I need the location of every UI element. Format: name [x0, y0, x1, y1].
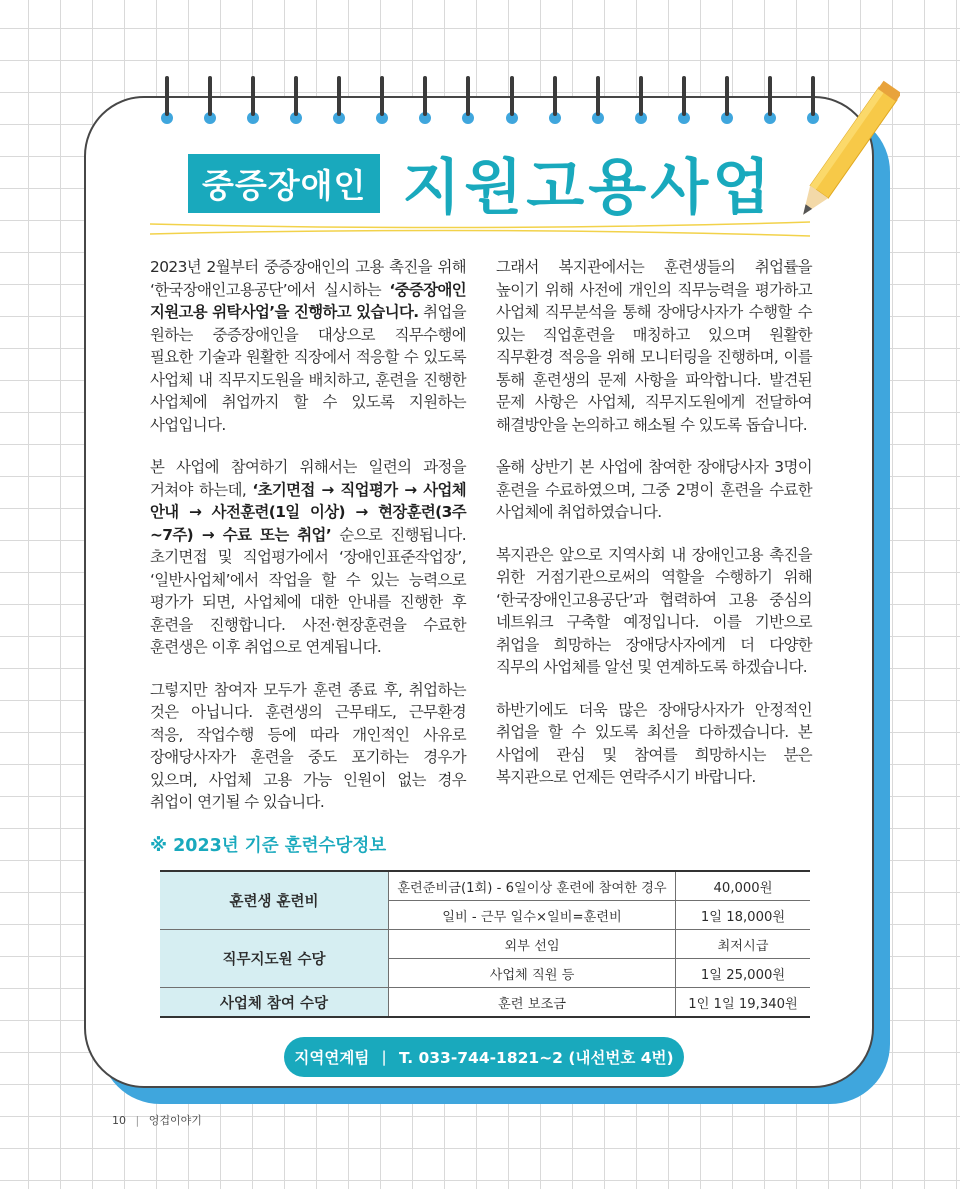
- table-cell: 1인 1일 19,340원: [676, 988, 811, 1018]
- footer-divider: |: [135, 1114, 140, 1127]
- allowance-table: [160, 870, 810, 1018]
- table-row: [160, 930, 810, 959]
- paragraph: 올해 상반기 본 사업에 참여한 장애당사자 3명이 훈련을 수료하였으며, 그중 2명이 훈련을 수료한 사업체에 취업하였습니다.: [496, 458, 812, 521]
- paragraph: [150, 256, 466, 436]
- contact-divider: |: [381, 1048, 387, 1066]
- right-column: [496, 256, 812, 809]
- text: 순으로 진행됩니다. 초기면접 및 직업평가에서 ‘장애인표준작업장’, ‘일반사업체’에서 작업을 할 수 있는 능력으로 평가가 되면, 사업체에 대한 안내를 진행한 후 훈련을 진행합니다. 사전·현장훈련을 수료한 훈련생은 이후 취업으로 연계됩니다.: [150, 525, 466, 656]
- table-cell: 일비 - 근무 일수×일비=훈련비: [389, 901, 676, 930]
- ring: [505, 76, 519, 120]
- contact-banner: [286, 1039, 682, 1075]
- table-cell: 1일 18,000원: [676, 901, 811, 930]
- ring: [634, 76, 648, 120]
- bold-text: ‘중증장애인 지원고용 위탁사업’을 진행하고 있습니다.: [150, 280, 466, 321]
- ring: [246, 76, 260, 120]
- paragraph: 하반기에도 더욱 많은 장애당사자가 안정적인 취업을 할 수 있도록 최선을 다하겠습니다. 본 사업에 관심 및 참여를 희망하시는 분은 복지관으로 언제든 연락주시기 바랍니다.: [496, 700, 812, 786]
- ring: [677, 76, 691, 120]
- table-cell: 1일 25,000원: [676, 959, 811, 988]
- ring: [375, 76, 389, 120]
- title-main: 지원고용사업: [402, 153, 775, 223]
- ring: [548, 76, 562, 120]
- text: 취업을 원하는 중증장애인을 대상으로 직무수행에 필요한 기술과 원활한 직장에서 적응할 수 있도록 사업체 내 직무지도원을 배치하고, 훈련을 진행한 사업체에 취업까지 할 수 있도록 지원하는 사업입니다.: [150, 303, 466, 434]
- ring: [332, 76, 346, 120]
- ring: [289, 76, 303, 120]
- table-row: [160, 871, 810, 901]
- footer-label: 엉겁이야기: [148, 1114, 202, 1127]
- table-cell: 훈련준비금(1회) - 6일이상 훈련에 참여한 경우: [389, 871, 676, 901]
- table-cell: 최저시급: [676, 930, 811, 959]
- text: 본 사업에 참여하기 위해서는 일련의 과정을 거쳐야 하는데,: [150, 458, 466, 499]
- table-cell: 외부 선임: [389, 930, 676, 959]
- table-head: 사업체 참여 수당: [160, 988, 389, 1018]
- paragraph: 그래서 복지관에서는 훈련생들의 취업률을 높이기 위해 사전에 개인의 직무능력을 평가하고 사업체 직무분석을 통해 장애당사자가 수행할 수 있는 직업훈련을 매칭하고 있으며 원활한 직무환경 적응을 위해 모니터링을 진행하며, 이를 통해 훈련생의 문제 사항을 파악합니다. 발견된 문제 사항은 사업체, 직무지도원에게 전달하여 해결방안을 논의하고 해소될 수 있도록 돕습니다.: [496, 258, 812, 434]
- title-underline: [150, 216, 810, 242]
- ring: [763, 76, 777, 120]
- table-cell: 사업체 직원 등: [389, 959, 676, 988]
- left-column: [150, 256, 466, 834]
- table-head: 직무지도원 수당: [160, 930, 389, 988]
- ring: [591, 76, 605, 120]
- paragraph: [150, 456, 466, 659]
- page-footer: [112, 1112, 202, 1128]
- ring: [720, 76, 734, 120]
- table-cell: 훈련 보조금: [389, 988, 676, 1018]
- table-title: ※ 2023년 기준 훈련수당정보: [150, 836, 387, 856]
- page-number: 10: [112, 1114, 126, 1127]
- table-head: 훈련생 훈련비: [160, 871, 389, 930]
- page-title: [188, 148, 775, 223]
- table-cell: 40,000원: [676, 871, 811, 901]
- paragraph: 그렇지만 참여자 모두가 훈련 종료 후, 취업하는 것은 아닙니다. 훈련생의 근무태도, 근무환경 적응, 작업수행 등에 따라 개인적인 사유로 장애당사자가 훈련을 중도 포기하는 경우가 있으며, 사업체 고용 가능 인원이 없는 경우 취업이 연기될 수 있습니다.: [150, 680, 466, 811]
- paragraph: 복지관은 앞으로 지역사회 내 장애인고용 촉진을 위한 거점기관으로써의 역할을 수행하기 위해 ‘한국장애인고용공단’과 협력하여 고용 중심의 네트워크 구축할 예정입니다. 이를 기반으로 취업을 희망하는 장애당사자에게 더 다양한 직무의 사업체를 알선 및 연계하도록 하겠습니다.: [496, 545, 812, 676]
- contact-phone: T. 033-744-1821~2 (내선번호 4번): [398, 1049, 674, 1067]
- pencil-icon: [790, 70, 900, 240]
- title-tag: 중증장애인: [188, 154, 380, 213]
- table-row: [160, 988, 810, 1018]
- ring: [418, 76, 432, 120]
- contact-team: 지역연계팀: [294, 1049, 370, 1067]
- spiral-binding: [160, 76, 820, 120]
- bold-text: ‘초기면접 → 직업평가 → 사업체 안내 → 사전훈련(1일 이상) → 현장훈련(3주~7주) → 수료 또는 취업’: [150, 480, 467, 544]
- ring: [160, 76, 174, 120]
- ring: [203, 76, 217, 120]
- text: 2023년 2월부터 중증장애인의 고용 촉진을 위해 ‘한국장애인고용공단’에서 실시하는: [150, 258, 466, 299]
- ring: [461, 76, 475, 120]
